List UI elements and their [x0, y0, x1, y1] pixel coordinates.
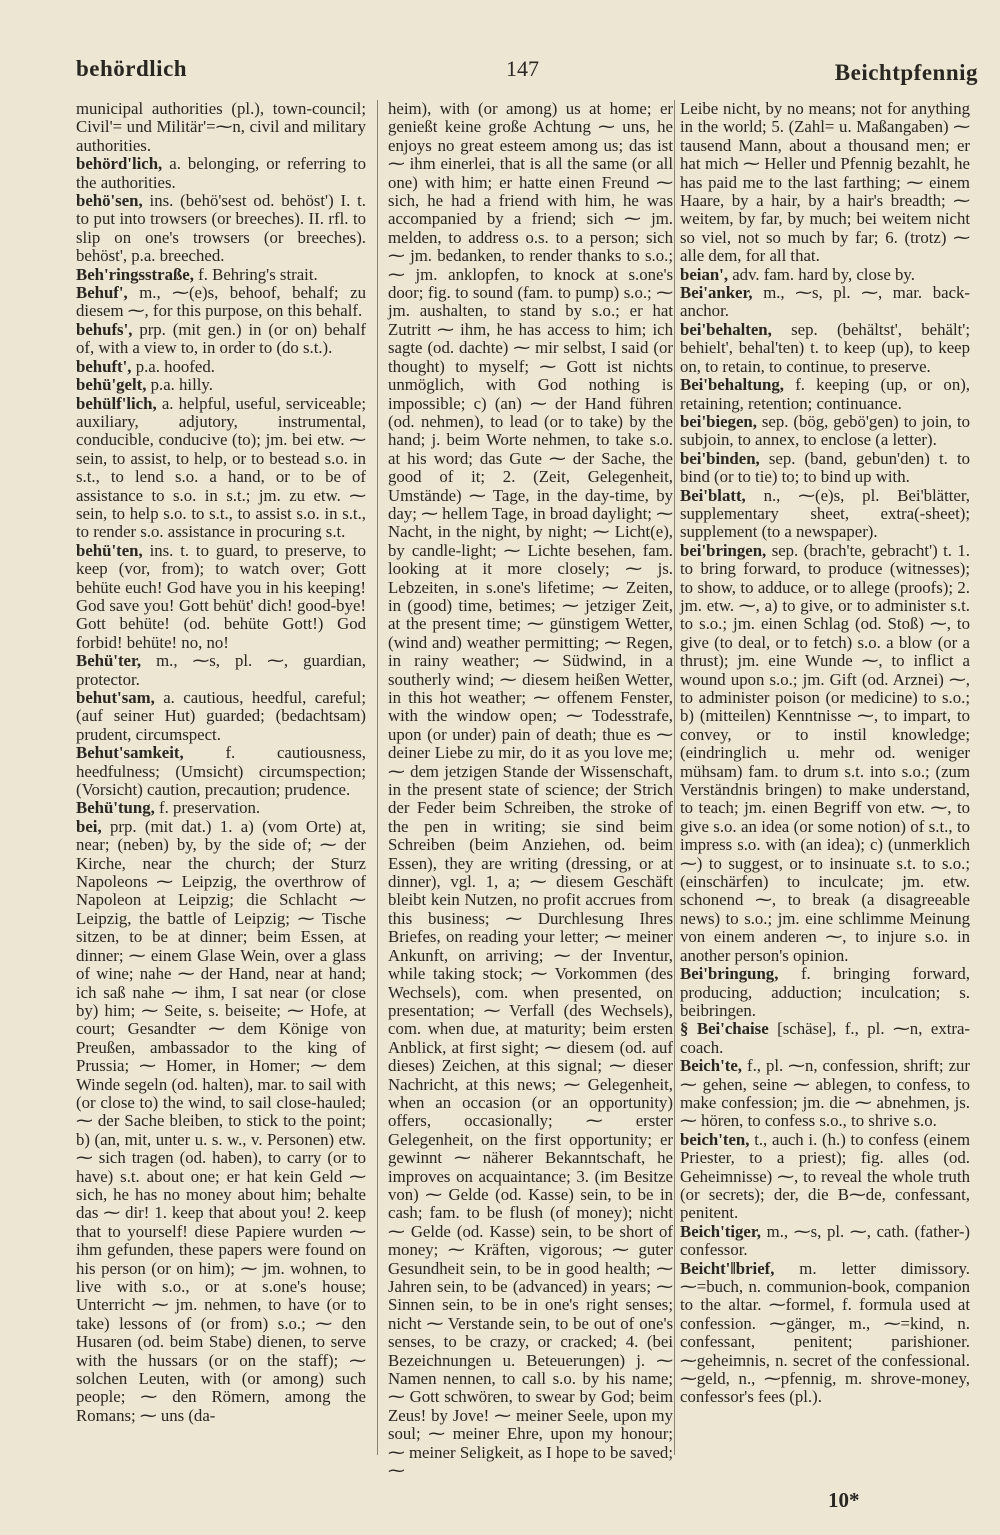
entry-headword: behü'gelt, — [76, 375, 147, 395]
entry-definition: f. Behring's strait. — [198, 264, 318, 284]
column-divider — [377, 100, 378, 1455]
entry-headword: Behut'samkeit, — [76, 743, 184, 763]
entry-definition: p.a. hoofed. — [135, 356, 215, 376]
dictionary-entry — [76, 652, 366, 689]
entry-definition: sep. (behältst', behält'; behielt', behal'ten) t. to keep (up), to keep on, to retain, to continue, to preserve. — [680, 319, 970, 376]
entry-definition: f., pl. ⁓n, confession, shrift; zur ⁓ gehen, seine ⁓ ablegen, to confess, to make confession; jm. die ⁓ abnehmen, js. ⁓ hören, to confess s.o., to shrive s.o. — [680, 1056, 970, 1131]
dictionary-entry — [76, 284, 366, 321]
dictionary-entry — [388, 100, 673, 1480]
entry-headword: Beh'ringsstraße, — [76, 264, 194, 284]
entry-definition: f. keeping (up, or on), retaining, retention; continuance. — [680, 375, 970, 413]
entry-headword: bei'bringen, — [680, 540, 767, 560]
entry-definition: ins. (behö'sest od. behöst') I. t. to put into trowsers (or breeches). II. rfl. to slip on one's trowsers (or breeches). behöst', p.a. breeched. — [76, 191, 367, 266]
dictionary-entry — [76, 799, 366, 817]
entry-headword: Bei'behaltung, — [680, 375, 784, 395]
dictionary-entry — [76, 818, 366, 1425]
entry-headword: behufs', — [76, 319, 133, 339]
signature-mark: 10* — [828, 1488, 860, 1512]
entry-definition: f. cautiousness, heedfulness; (Umsicht) circumspection; (Vorsicht) caution, precaution; prudence. — [76, 743, 366, 800]
dictionary-entry — [680, 1260, 970, 1407]
dictionary-entry — [76, 744, 366, 799]
running-header — [76, 52, 978, 92]
entry-definition: f. preservation. — [159, 798, 261, 818]
left-guide-word: behördlich — [76, 56, 188, 81]
entry-headword: Bei'blatt, — [680, 485, 746, 505]
dictionary-entry — [680, 413, 970, 450]
entry-headword: beich'ten, — [680, 1129, 750, 1149]
column-3 — [680, 100, 970, 1460]
dictionary-entry — [76, 542, 366, 652]
dictionary-entry — [680, 450, 970, 487]
entry-headword: beian', — [680, 264, 729, 284]
dictionary-entry — [680, 1131, 970, 1223]
entry-headword: Beich'te, — [680, 1056, 742, 1076]
dictionary-entry — [76, 321, 366, 358]
entry-definition: t., auch i. (h.) to confess (einem Priester, to a priest); fig. alles (od. Geheimnisse) ⁓, to reveal the whole truth (or secrets); der, die B⁓de, confessant, penitent. — [680, 1129, 970, 1223]
entry-headword: Beich'tiger, — [680, 1221, 761, 1241]
dictionary-entry — [680, 1223, 970, 1260]
entry-definition: m., ⁓s, pl. ⁓, guardian, protector. — [76, 651, 366, 689]
dictionary-entry — [680, 284, 970, 321]
dictionary-entry — [680, 1057, 970, 1131]
entry-headword: behuft', — [76, 356, 132, 376]
entry-headword: Beicht'‖brief, — [680, 1258, 775, 1278]
column-2 — [388, 99, 673, 1481]
entry-headword: bei'biegen, — [680, 411, 757, 431]
dictionary-entry — [680, 965, 970, 1020]
dictionary-entry — [680, 266, 970, 284]
dictionary-entry — [680, 542, 970, 965]
entry-headword: behü'ten, — [76, 540, 143, 560]
entry-definition: prp. (mit dat.) 1. a) (vom Orte) at, near; (neben) by, by the side of; ⁓ der Kirche, near the church; der Sturz Napoleons ⁓ Leipzig, the overthrow of Napoleon at Leipzig; die Schlacht ⁓ Leipzig, the battle of Leipzig; ⁓ Tische sitzen, to be at dinner; beim Essen, at dinner; ⁓ einem Glase Wein, over a glass of wine; nahe ⁓ der Hand, near at hand; ich saß nahe ⁓ ihm, I sat near (or close by) him; ⁓ Seite, s. beiseite; ⁓ Hofe, at court; Gesandter ⁓ dem Könige von Preußen, ambassador to the king of Prussia; ⁓ Homer, in Homer; ⁓ dem Winde segeln (od. halten), mar. to sail with (or close to) the wind, to sail close-hauled; ⁓ der Sache bleiben, to stick to the point; b) (an, mit, unter u. s. w., v. Personen) etw. ⁓ sich tragen (od. haben), to carry (or to have) s.t. about one; er hat kein Geld ⁓ sich, he has no money about him; behalte das ⁓ dir! 1. keep that about you! 2. keep that to yourself! diese Papiere wurden ⁓ ihm gefunden, these papers were found on his person (or on him); ⁓ jm. wohnen, to live with s.o., or at s.one's house; Unterricht ⁓ jm. nehmen, to have (or to take) lessons of (or from) s.o.; ⁓ den Husaren (od. beim Stabe) dienen, to serve with the hussars (or on the staff); ⁓ solchen Leuten, with (or among) such people; ⁓ den Römern, among the Romans; ⁓ uns (da- — [76, 816, 366, 1425]
entry-headword: Behuf', — [76, 283, 128, 303]
dictionary-entry — [680, 487, 970, 542]
entry-headword: bei'binden, — [680, 448, 760, 468]
entry-definition: sep. (bög, gebö'gen) to join, to subjoin, to annex, to enclose (a letter). — [680, 411, 970, 450]
dictionary-entry — [76, 395, 366, 542]
entry-headword: § Bei'chaise — [680, 1019, 769, 1039]
entry-definition: m., ⁓s, pl. ⁓, cath. (father-) confessor. — [680, 1221, 970, 1260]
column-divider — [674, 100, 675, 1455]
entry-headword: bei'behalten, — [680, 319, 772, 339]
column-1 — [76, 100, 366, 1460]
entry-definition: prp. (mit gen.) in (or on) behalf of, with a view to, in order to (do s.t.). — [76, 319, 366, 358]
entry-definition: Leibe nicht, by no means; not for anything in the world; 5. (Zahl= u. Maßangaben) ⁓ tausend Mann, about a thousand men; er hat mich ⁓ Heller und Pfennig bezahlt, he has paid me to the last farthing; ⁓ einem Haare, by a hair, by a hair's breadth; ⁓ weitem, by far, by much; bei weitem nicht so viel, not so much by far; 6. (trotz) ⁓ alle dem, for all that. — [680, 99, 970, 266]
dictionary-entry — [76, 100, 366, 155]
entry-definition: municipal authorities (pl.), town-council; Civil'= und Militär'=⁓n, civil and military authorities. — [76, 99, 366, 155]
entry-definition: ins. t. to guard, to preserve, to keep (vor, from); to watch over; Gott behüte euch! God have you in his keeping! God save you! Gott behüt' dich! good-bye! Gott behüte! (od. behüte Gott!) God forbid! behüte! no, no! — [76, 540, 366, 652]
dictionary-entry — [680, 321, 970, 376]
entry-headword: behörd'lich, — [76, 154, 163, 174]
entry-definition: m., ⁓(e)s, behoof, behalf; zu diesem ⁓, for this purpose, on this behalf. — [76, 283, 366, 321]
entry-definition: sep. (band, gebun'den) t. to bind (or to tie) to; to bind up with. — [680, 448, 970, 487]
entry-definition: [schäse], f., pl. ⁓n, extra-coach. — [680, 1019, 971, 1057]
entry-definition: n., ⁓(e)s, pl. Bei'blätter, supplementary sheet, extra(-sheet); supplement (to a newspaper). — [680, 485, 970, 542]
dictionary-entry — [76, 376, 366, 394]
dictionary-entry — [680, 1020, 970, 1057]
entry-headword: Behü'ter, — [76, 651, 142, 671]
page-number: 147 — [506, 56, 539, 81]
entry-definition: heim), with (or among) us at home; er genießt keine große Achtung ⁓ uns, he enjoys no great esteem among us; das ist ⁓ ihm einerlei, that is all the same (or all one) with him; er hatte einen Freund ⁓ sich, he had a friend with him, he was accompanied by a friend; sich ⁓ jm. melden, to address o.s. to a person; sich ⁓ jm. bedanken, to render thanks to s.o.; ⁓ jm. anklopfen, to knock at s.one's door; fig. to sound (fam. to pump) s.o.; ⁓ jm. aushalten, to stand by s.o.; er hat Zutritt ⁓ ihm, he has access to him; ich sagte (od. dachte) ⁓ mir selbst, I said (or thought) to myself; ⁓ Gott ist nichts unmöglich, with God nothing is impossible; c) (an) ⁓ der Hand führen (od. nehmen), to lead (or to take) by the hand; j. beim Worte nehmen, to take s.o. at his word; das Gute ⁓ der Sache, the good of it; 2. (Zeit, Gelegenheit, Umstände) ⁓ Tage, in the day-time, by day; ⁓ hellem Tage, in broad daylight; ⁓ Nacht, in the night, by night; ⁓ Licht(e), by candle-light; ⁓ Lichte besehen, fam. looking at it more closely; ⁓ js. Lebzeiten, in s.one's lifetime; ⁓ Zeiten, in (good) time, betimes; ⁓ jetziger Zeit, at the present time; ⁓ günstigem Wetter, (wind and) weather permitting; ⁓ Regen, in rainy weather; ⁓ Südwind, in a southerly wind; ⁓ diesem heißen Wetter, in this hot weather; ⁓ offenem Fenster, with the window open; ⁓ Todesstrafe, upon (or under) pain of death; thue es ⁓ deiner Liebe zu mir, do it as you love me; ⁓ dem jetzigen Stande der Wissenschaft, in the present state of science; der Strich der Feder beim Schreiben, the stroke of the pen in writing; sie sind beim Schreiben (beim Anziehen, od. beim Essen), they are writing (dressing, or at dinner), vgl. 1, a; ⁓ diesem Geschäft bleibt kein Nutzen, no profit accrues from this business; ⁓ Durchlesung Ihres Briefes, on reading your letter; ⁓ meiner Ankunft, on arriving; ⁓ der Inventur, while taking stock; ⁓ Vorkommen (des Wechsels), com. when presented, on presentation; ⁓ Verfall (des Wechsels), com. when due, at maturity; beim ersten Anblick, at first sight; ⁓ diesem (od. auf dieses) Zeichen, at this signal; ⁓ dieser Nachricht, at this news; ⁓ Gelegenheit, when an occasion (or an opportunity) offers, occasionally; ⁓ erster Gelegenheit, on the first opportunity; er gewinnt ⁓ näherer Bekanntschaft, he improves on acquaintance; 3. (im Besitze von) ⁓ Gelde (od. Kasse) sein, to be in cash; fam. to be flush (of money); nicht ⁓ Gelde (od. Kasse) sein, to be short of money; ⁓ Kräften, vigorous; ⁓ guter Gesundheit sein, to be in good health; ⁓ Jahren sein, to be (advanced) in years; ⁓ Sinnen sein, to be in one's right senses; nicht ⁓ Verstande sein, to be out of one's senses, to be crazy, or cracked; 4. (bei Bezeichnungen u. Beteuerungen) j. ⁓ Namen nennen, to call s.o. by his name; ⁓ Gott schwören, to swear by God; beim Zeus! by Jove! ⁓ meiner Seele, upon my soul; ⁓ meiner Ehre, upon my honour; ⁓ meiner Seligkeit, as I hope to be saved; ⁓ — [388, 99, 673, 1481]
entry-headword: behülf'lich, — [76, 393, 157, 413]
entry-headword: behut'sam, — [76, 688, 155, 707]
dictionary-entry — [680, 100, 970, 266]
entry-definition: a. cautious, heedful, careful; (auf seiner Hut) guarded; (bedachtsam) prudent, circumspect. — [76, 688, 366, 744]
entry-definition: adv. fam. hard by, close by. — [732, 264, 915, 284]
entry-definition: m. letter dimissory. ⁓=buch, n. communion-book, companion to the altar. ⁓formel, f. formula used at confession. ⁓gänger, m., ⁓=kind, n. confessant, penitent; parishioner. ⁓geheimnis, n. secret of the confessional. ⁓geld, n., ⁓pfennig, m. shrove-money, confessor's fees (pl.). — [680, 1258, 970, 1407]
entry-definition: m., ⁓s, pl. ⁓, mar. back-anchor. — [680, 283, 970, 321]
entry-definition: sep. (brach'te, gebracht') t. 1. to bring forward, to produce (witnesses); to show, to adduce, or to allege (proofs); 2. jm. etw. ⁓, a) to give, or to administer s.t. to s.o.; jm. einen Schlag (od. Stoß) ⁓, to give (to deal, or to fetch) s.o. a blow (or a thrust); jm. eine Wunde ⁓, to inflict a wound upon s.o.; jm. Gift (od. Arznei) ⁓, to administer poison (or medicine) to s.o.; b) (mitteilen) Kenntnisse ⁓, to impart, to convey, or to instil knowledge; (eindringlich u. mehr od. weniger mühsam) fam. to drum s.t. into s.o.; (zum Verständnis bringen) to make understand, to teach; jm. einen Begriff von etw. ⁓, to give s.o. an idea (or some notion) of s.t., to impress s.o. with (an idea); c) (unmerklich ⁓) to suggest, or to insinuate s.t. to s.o.; (einschärfen) to inculcate; jm. etw. schonend ⁓, to break (a disagreeable news) to s.o.; jm. eine schlimme Meinung von einem anderen ⁓, to injure s.o. in another person's opinion. — [680, 540, 970, 965]
dictionary-entry — [76, 266, 366, 284]
entry-headword: Bei'bringung, — [680, 964, 779, 984]
entry-definition: p.a. hilly. — [150, 375, 213, 395]
entry-headword: Bei'anker, — [680, 283, 753, 303]
dictionary-entry — [76, 358, 366, 376]
entry-definition: a. belonging, or referring to the authorities. — [76, 154, 366, 192]
entry-headword: bei, — [76, 816, 102, 836]
entry-definition: a. helpful, useful, serviceable; auxiliary, adjutory, instrumental, conducible, conducive (to); jm. bei etw. ⁓ sein, to assist, to help, or to bestead s.o. in s.t., to lend s.o. a hand, or to be of assistance to s.o. in s.t.; jm. zu etw. ⁓ sein, to help s.o. to s.t., to assist s.o. in s.t., to render s.o. assistance in procuring s.t. — [76, 393, 366, 542]
entry-headword: Behü'tung, — [76, 798, 155, 818]
entry-headword: behö'sen, — [76, 191, 143, 211]
dictionary-entry — [76, 155, 366, 192]
dictionary-entry — [76, 689, 366, 744]
right-guide-word: Beichtpfennig — [834, 60, 978, 85]
dictionary-entry — [680, 376, 970, 413]
dictionary-entry — [76, 192, 366, 266]
entry-definition: f. bringing forward, producing, adduction; inculcation; s. beibringen. — [680, 964, 970, 1020]
